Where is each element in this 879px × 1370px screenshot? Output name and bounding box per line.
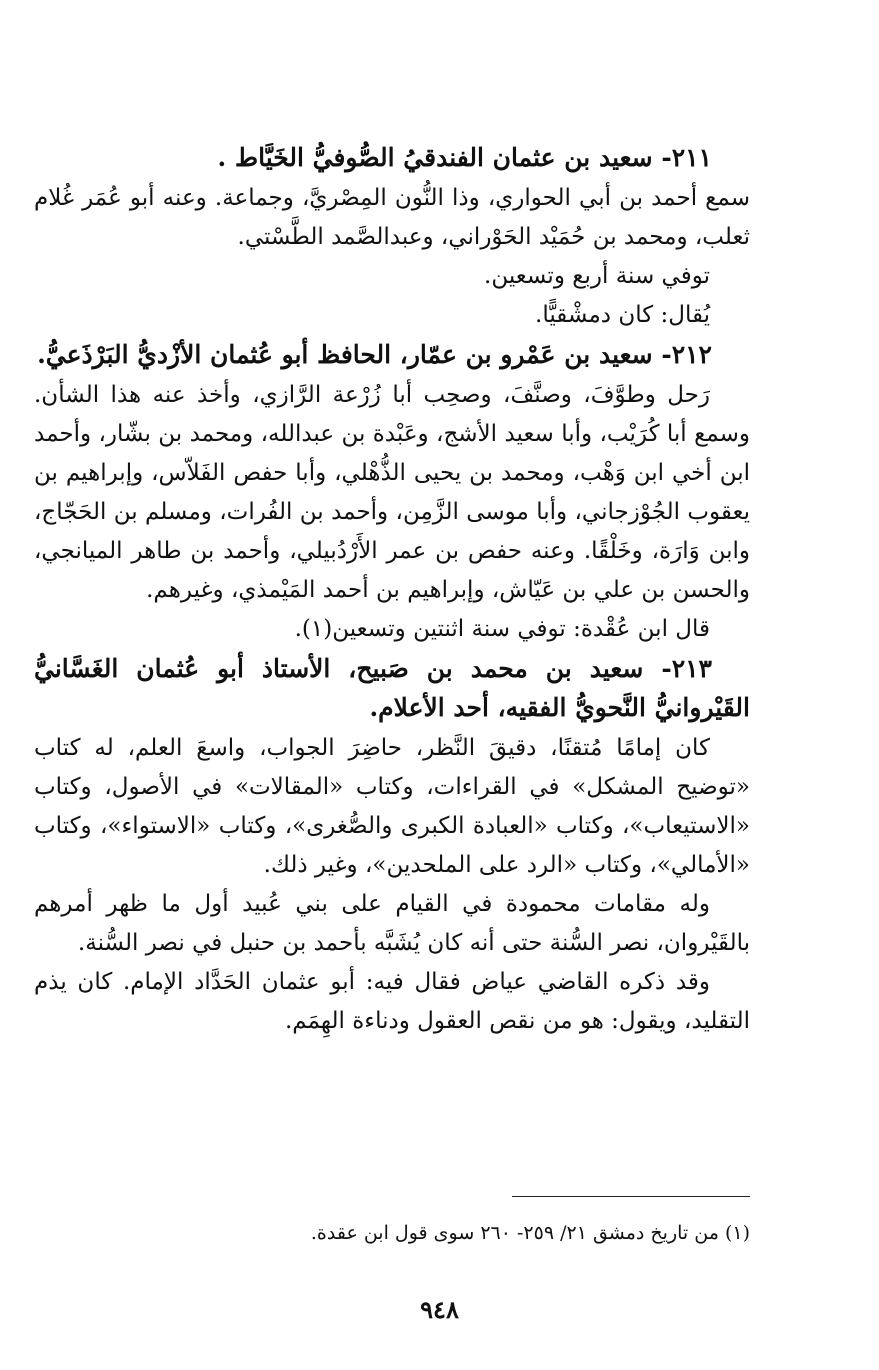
entry-213 xyxy=(34,649,750,1041)
entry-heading: ٢١٣- سعيد بن محمد بن صَبيح، الأستاذ أبو عُثمان الغَسَّانيُّ القَيْروانيُّ النَّحويُّ الفقيه، أحد الأعلام. xyxy=(34,654,750,722)
entry-heading: ٢١١- سعيد بن عثمان الفندقيُ الصُّوفيُّ الخَيَّاط . xyxy=(217,143,712,172)
entry-211 xyxy=(34,138,750,335)
entry-paragraph: قال ابن عُقْدة: توفي سنة اثنتين وتسعين(١). xyxy=(294,616,710,642)
entry-paragraph: كان إمامًا مُتقنًا، دقيقَ النَّظر، حاضِرَ الجواب، واسعَ العلم، له كتاب «توضيح المشكل» في القراءات، وكتاب «المقالات» في الأصول، وكتاب «الاستيعاب»، وكتاب «العبادة الكبرى والصُّغرى»، وكتاب «الاستواء»، وكتاب «الأمالي»، وكتاب «الرد على الملحدين»، وغير ذلك. xyxy=(34,735,750,878)
entry-212 xyxy=(34,335,750,649)
footnote-divider xyxy=(512,1196,750,1197)
entry-paragraph: رَحل وطوَّفَ، وصنَّفَ، وصحِب أبا زُرْعة الرَّازي، وأخذ عنه هذا الشأن. وسمع أبا كُرَيْب، وأبا سعيد الأشج، وعَبْدة بن عبدالله، ومحمد بن بشّار، وأحمد ابن أخي ابن وَهْب، ومحمد بن يحيى الذُّهْلي، وأبا حفص الفَلاّس، وإبراهيم بن يعقوب الجُوْزجاني، وأبا موسى الزَّمِن، وأحمد بن الفُرات، ومسلم بن الحَجّاج، وابن وَارَة، وخَلْقًا. وعنه حفص بن عمر الأَرْدُبيلي، وأحمد بن طاهر الميانجي، والحسن بن علي بن عَيّاش، وإبراهيم بن أحمد المَيْمذي، وغيرهم. xyxy=(34,382,750,603)
entry-paragraph: يُقال: كان دمشْقيًّا. xyxy=(535,302,710,328)
entry-paragraph: وله مقامات محمودة في القيام على بني عُبيد أول ما ظهر أمرهم بالقَيْروان، نصر السُّنة حتى أنه كان يُشَبَّه بأحمد بن حنبل في نصر السُّنة. xyxy=(34,891,750,956)
entry-paragraph: سمع أحمد بن أبي الحواري، وذا النُّون المِصْريَّ، وجماعة. وعنه أبو عُمَر غُلام ثعلب، ومحمد بن حُمَيْد الحَوْراني، وعبدالصَّمد الطَّسْتي. xyxy=(34,185,750,250)
page-body xyxy=(34,138,750,1041)
footnote: (١) من تاريخ دمشق ٢١/ ٢٥٩- ٢٦٠ سوى قول ابن عقدة. xyxy=(310,1222,750,1244)
entry-paragraph: توفي سنة أربع وتسعين. xyxy=(484,263,710,289)
entry-paragraph: وقد ذكره القاضي عياض فقال فيه: أبو عثمان الحَدَّاد الإمام. كان يذم التقليد، ويقول: هو من نقص العقول ودناءة الهِمَم. xyxy=(34,969,750,1034)
entry-heading: ٢١٢- سعيد بن عَمْرو بن عمّار، الحافظ أبو عُثمان الأزْديُّ البَرْذَعيُّ. xyxy=(37,340,712,369)
page-number: ٩٤٨ xyxy=(420,1295,459,1324)
